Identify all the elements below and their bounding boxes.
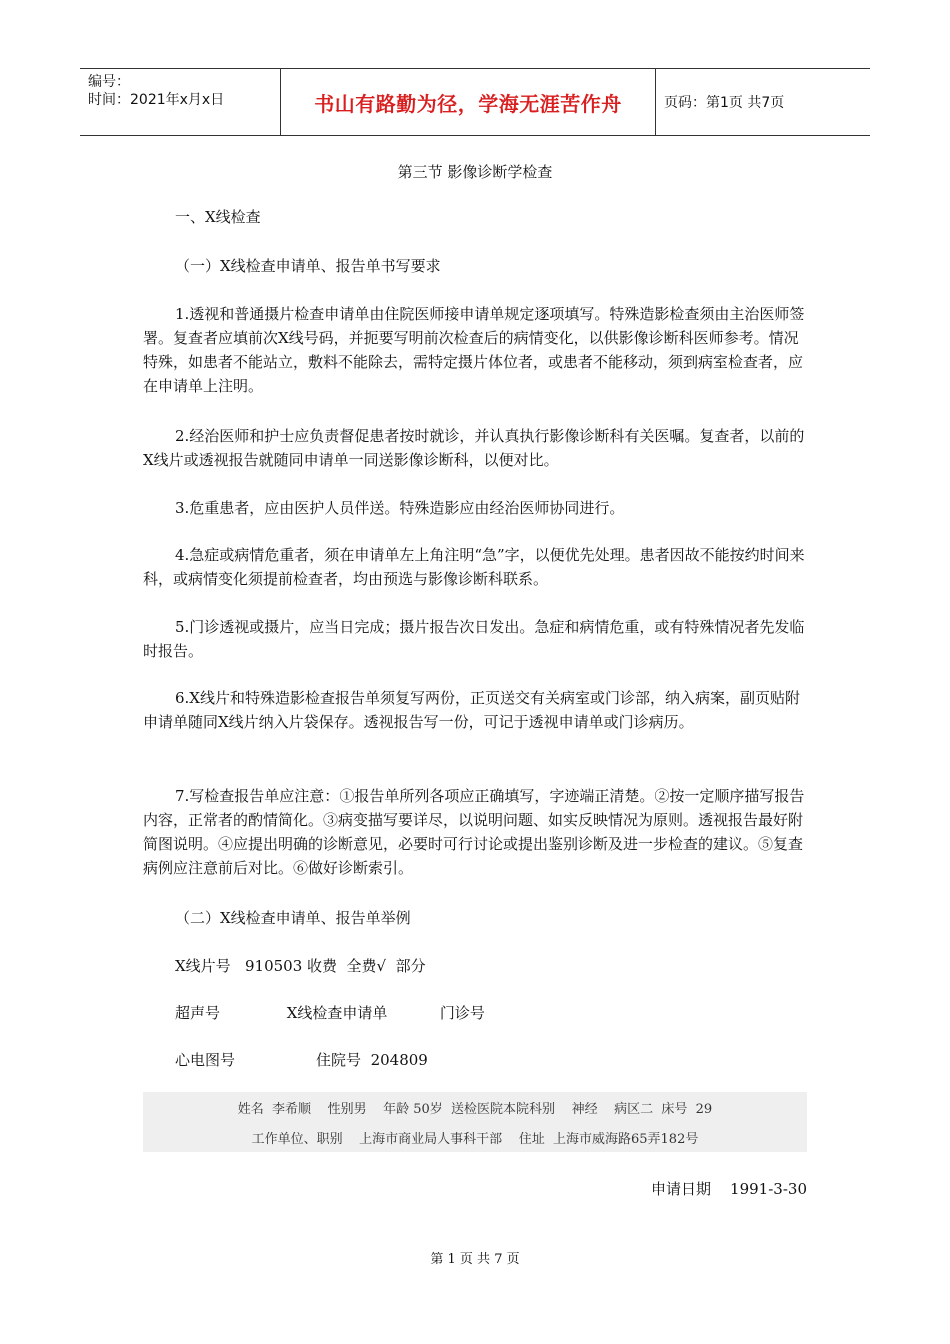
paragraph-item-2: 2.经治医师和护士应负责督促患者按时就诊，并认真执行影像诊断科有关医嘱。复查者，以前的X线片或透视报告就随同申请单一同送影像诊断科，以便对比。 bbox=[143, 427, 805, 469]
application-date: 申请日期 1991-3-30 bbox=[650, 1180, 807, 1198]
header-motto: 书山有路勤为径，学海无涯苦作舟 bbox=[281, 69, 656, 135]
paragraph-item-6: 6.X线片和特殊造影检查报告单须复写两份，正页送交有关病室或门诊部，纳入病案，副页贴附申请单随同X线片纳入片袋保存。透视报告写一份，可记于透视申请单或门诊病历。 bbox=[143, 689, 800, 731]
number-label: 编号： bbox=[88, 74, 130, 90]
heading-x-ray: 一、X线检查 bbox=[175, 208, 261, 226]
patient-info-line-2: 工作单位、职别 上海市商业局人事科干部 住址 上海市威海路65弄182号 bbox=[251, 1132, 699, 1147]
patient-info-line-1: 姓名 李希顺 性别男 年龄 50岁 送检医院本院科别 神经 病区二 床号 29 bbox=[237, 1102, 713, 1117]
document-header bbox=[80, 68, 870, 136]
example-line-ecg: 心电图号 住院号 204809 bbox=[175, 1051, 428, 1069]
page-footer: 第 1 页 共 7 页 bbox=[430, 1252, 520, 1267]
paragraph-item-7: 7.写检查报告单应注意：①报告单所列各项应正确填写，字迹端正清楚。②按一定顺序描写报告内容，正常者的酌情简化。③病变描写要详尽，以说明问题、如实反映情况为原则。透视报告最好附简图说明。④应提出明确的诊断意见，必要时可行讨论或提出鉴别诊断及进一步检查的建议。⑤复查病例应注意前后对比。⑥做好诊断索引。 bbox=[143, 787, 805, 877]
example-line-xray-number: X线片号 910503 收费 全费√ 部分 bbox=[175, 957, 426, 975]
header-page-info: 页码：第1页 共7页 bbox=[664, 95, 785, 111]
paragraph-item-3: 3.危重患者，应由医护人员伴送。特殊造影应由经治医师协同进行。 bbox=[175, 499, 625, 517]
time-label: 时间：2021年x月x日 bbox=[88, 92, 225, 108]
paragraph-item-5: 5.门诊透视或摄片，应当日完成；摄片报告次日发出。急症和病情危重，或有特殊情况者先发临时报告。 bbox=[143, 618, 805, 660]
paragraph-item-4: 4.急症或病情危重者，须在申请单左上角注明“急”字，以便优先处理。患者因故不能按约时间来科，或病情变化须提前检查者，均由预选与影像诊断科联系。 bbox=[143, 546, 805, 588]
example-line-ultrasound: 超声号 X线检查申请单 门诊号 bbox=[175, 1004, 485, 1022]
patient-info-box bbox=[143, 1092, 807, 1152]
subheading-example: （二）X线检查申请单、报告单举例 bbox=[175, 909, 411, 927]
header-meta bbox=[80, 69, 281, 135]
subheading-requirements: （一）X线检查申请单、报告单书写要求 bbox=[175, 257, 441, 275]
section-title: 第三节 影像诊断学检查 bbox=[397, 163, 553, 181]
paragraph-item-1: 1.透视和普通摄片检查申请单由住院医师接申请单规定逐项填写。特殊造影检查须由主治医师签署。复查者应填前次X线号码，并扼要写明前次检查后的病情变化，以供影像诊断科医师参考。情况特殊，如患者不能站立，敷料不能除去，需特定摄片体位者，或患者不能移动，须到病室检查者，应在申请单上注明。 bbox=[143, 305, 805, 395]
